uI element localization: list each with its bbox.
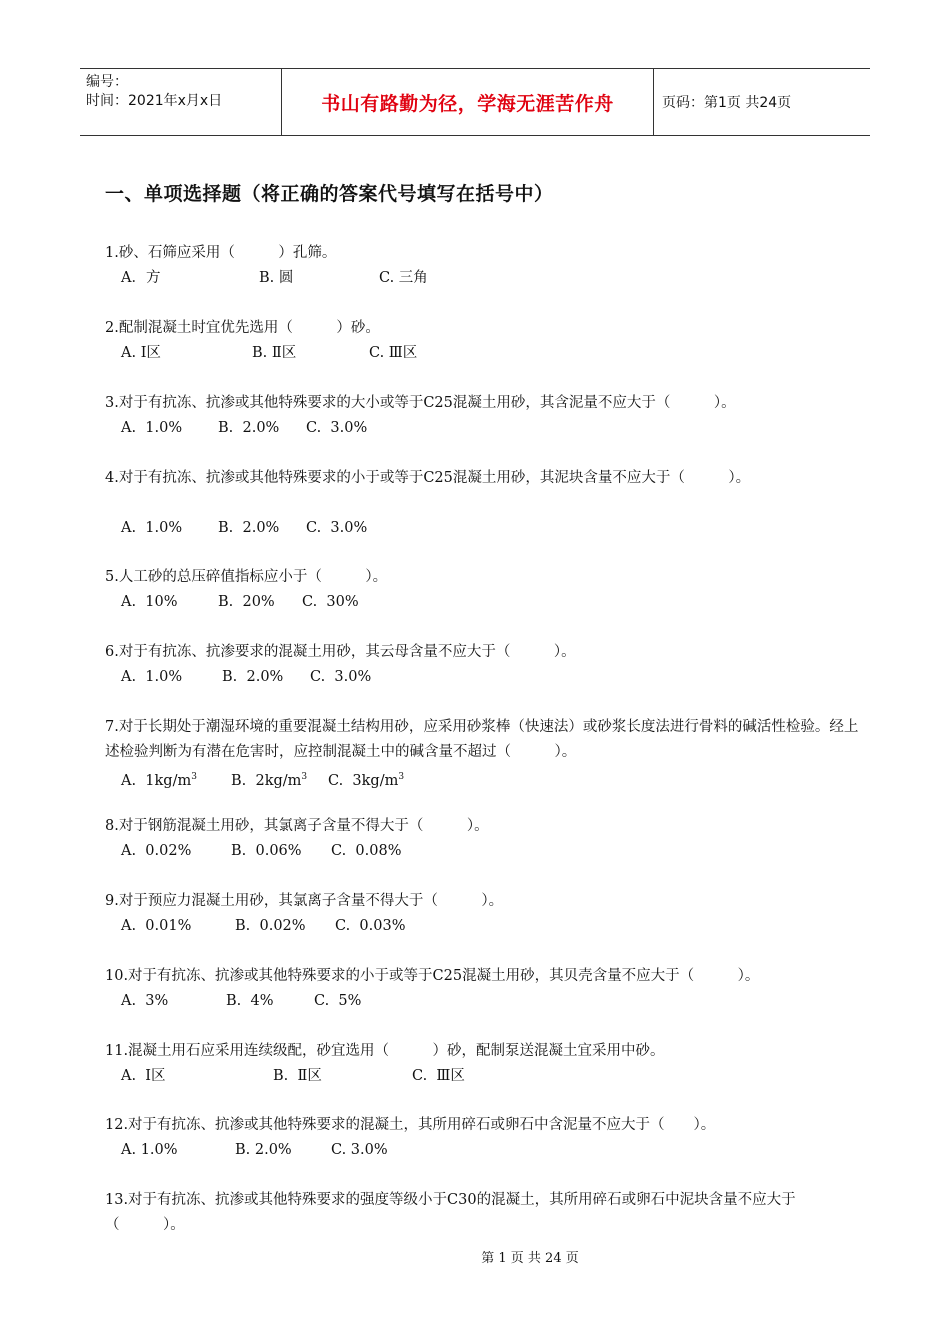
question-options (105, 416, 865, 441)
question-1 (105, 241, 865, 291)
question-options (105, 266, 865, 291)
option-c: C. 0.03% (335, 918, 406, 934)
question-stem: 5.人工砂的总压碎值指标应小于（ ）。 (105, 569, 388, 585)
question-11 (105, 1039, 865, 1089)
superscript: 3 (301, 772, 308, 782)
option-a: A. 0.01% (121, 918, 192, 934)
option-b: B. Ⅱ区 (273, 1068, 322, 1084)
option-c: C. 30% (302, 594, 359, 610)
question-2 (105, 316, 865, 366)
option-b (231, 765, 328, 794)
question-options (105, 1064, 865, 1089)
option-c: C. Ⅲ区 (369, 345, 418, 361)
option-b: B. 2.0% (218, 520, 280, 536)
option-a: A. Ⅰ区 (121, 1068, 166, 1084)
option-b: B. 2.0% (218, 420, 280, 436)
question-5 (105, 565, 865, 615)
question-13 (105, 1188, 865, 1238)
question-6 (105, 640, 865, 690)
option-a: A. 1.0% (121, 669, 183, 685)
option-a (121, 765, 231, 794)
option-a: A. 10% (121, 594, 178, 610)
option-a: A．方 (121, 270, 161, 286)
question-4 (105, 466, 865, 541)
option-c: C. Ⅲ区 (412, 1068, 465, 1084)
question-9 (105, 889, 865, 939)
header-page-label: 页码：第1页 共24页 (662, 95, 792, 111)
option-b: B. 20% (218, 594, 275, 610)
question-options (105, 590, 865, 615)
question-options (105, 765, 865, 794)
question-stem: 11.混凝土用石应采用连续级配，砂宜选用（ ）砂，配制泵送混凝土宜采用中砂。 (105, 1043, 665, 1059)
number-label: 编号： (86, 74, 128, 90)
question-stem: 3.对于有抗冻、抗渗或其他特殊要求的大小或等于C25混凝土用砂，其含泥量不应大于（ ）。 (105, 395, 736, 411)
question-options (105, 341, 865, 366)
option-b: B. 2.0% (235, 1142, 292, 1158)
option-c: C. 3.0% (310, 669, 372, 685)
header-motto: 书山有路勤为径，学海无涯苦作舟 (282, 69, 654, 135)
option-c (328, 765, 404, 794)
option-c: C. 0.08% (331, 843, 402, 859)
question-options (105, 989, 865, 1014)
question-12 (105, 1113, 865, 1163)
option-a: A. 3% (121, 993, 169, 1009)
option-a: A. Ⅰ区 (121, 345, 161, 361)
question-options (105, 516, 865, 541)
option-c: C. 3.0% (306, 420, 368, 436)
option-c-text: C. 3kg/m (328, 772, 399, 789)
option-a: A. 1.0% (121, 420, 183, 436)
superscript: 3 (191, 772, 197, 782)
question-stem: 9.对于预应力混凝土用砂，其氯离子含量不得大于（ ）。 (105, 893, 504, 909)
question-stem: 13.对于有抗冻、抗渗或其他特殊要求的强度等级小于C30的混凝土，其所用碎石或卵石中泥块含量不应大于（ ）。 (105, 1192, 796, 1233)
option-c: C. 3.0% (331, 1142, 388, 1158)
option-a-text: A. 1kg/m (121, 772, 192, 789)
question-10 (105, 964, 865, 1014)
question-8 (105, 814, 865, 864)
question-options (105, 1138, 865, 1163)
question-7 (105, 715, 865, 794)
option-b: B. 4% (226, 993, 274, 1009)
option-c: C. 三角 (379, 270, 428, 286)
question-stem: 7.对于长期处于潮湿环境的重要混凝土结构用砂，应采用砂浆棒（快速法）或砂浆长度法进行骨料的碱活性检验。经上述检验判断为有潜在危害时，应控制混凝土中的碱含量不超过（ ）。 (105, 719, 859, 760)
page-header (80, 68, 870, 136)
question-stem: 4.对于有抗冻、抗渗或其他特殊要求的小于或等于C25混凝土用砂，其泥块含量不应大于（ ）。 (105, 470, 751, 486)
option-b: B. Ⅱ区 (252, 345, 297, 361)
date-label: 时间：2021年x月x日 (86, 93, 223, 109)
page-footer: 第 1 页 共 24 页 (481, 1251, 579, 1266)
option-b: B. 圆 (259, 270, 294, 286)
question-options (105, 665, 865, 690)
option-a: A. 1.0% (121, 1142, 178, 1158)
question-options (105, 839, 865, 864)
question-stem: 12.对于有抗冻、抗渗或其他特殊要求的混凝土，其所用碎石或卵石中含泥量不应大于（ ）。 (105, 1117, 716, 1133)
superscript: 3 (398, 772, 405, 782)
question-stem: 8.对于钢筋混凝土用砂，其氯离子含量不得大于（ ）。 (105, 818, 489, 834)
question-stem: 1.砂、石筛应采用（ ）孔筛。 (105, 245, 337, 261)
option-c: C. 3.0% (306, 520, 368, 536)
option-a: A. 0.02% (121, 843, 192, 859)
section-title: 一、单项选择题（将正确的答案代号填写在括号中） (105, 183, 554, 205)
option-b: B. 2.0% (222, 669, 284, 685)
question-stem: 2.配制混凝土时宜优先选用（ ）砂。 (105, 320, 380, 336)
option-c: C. 5% (314, 993, 362, 1009)
question-stem: 6.对于有抗冻、抗渗要求的混凝土用砂，其云母含量不应大于（ ）。 (105, 644, 576, 660)
question-3 (105, 391, 865, 441)
question-stem: 10.对于有抗冻、抗渗或其他特殊要求的小于或等于C25混凝土用砂，其贝壳含量不应大于（ ）。 (105, 968, 760, 984)
option-b-text: B. 2kg/m (231, 772, 302, 789)
header-meta (80, 69, 282, 135)
option-b: B. 0.06% (231, 843, 302, 859)
option-a: A. 1.0% (121, 520, 183, 536)
option-b: B. 0.02% (235, 918, 306, 934)
question-options (105, 914, 865, 939)
